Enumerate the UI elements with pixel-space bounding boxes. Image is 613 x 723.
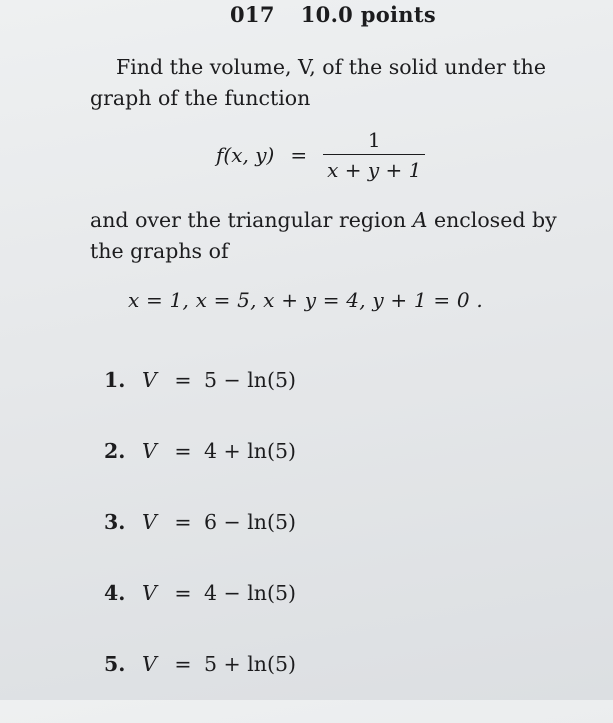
- choice-expression: 5 − ln(5): [204, 368, 297, 392]
- choice-variable: V: [142, 652, 157, 676]
- choice-variable: V: [142, 368, 157, 392]
- choice-number: 5.: [104, 652, 126, 676]
- choice-expression: 6 − ln(5): [204, 510, 297, 534]
- choice-number: 1.: [104, 368, 126, 392]
- answer-choice-4[interactable]: [104, 581, 296, 652]
- formula-equals: =: [290, 143, 308, 167]
- answer-choice-3[interactable]: [104, 510, 296, 581]
- choice-equals: =: [174, 652, 192, 676]
- intro-line-1: Find the volume, V, of the solid under the: [116, 55, 546, 79]
- answer-choice-1[interactable]: [104, 368, 296, 439]
- answer-choice-2[interactable]: [104, 439, 296, 510]
- choice-equals: =: [174, 510, 192, 534]
- formula-fraction: [323, 128, 425, 182]
- question-points: 10.0 points: [300, 2, 436, 27]
- choice-expression: 4 + ln(5): [204, 439, 297, 463]
- choice-number: 3.: [104, 510, 126, 534]
- formula-denominator: x + y + 1: [323, 154, 425, 182]
- answer-choices: [104, 368, 296, 723]
- formula-numerator: 1: [367, 128, 381, 152]
- choice-equals: =: [174, 368, 192, 392]
- boundary-equations: x = 1, x = 5, x + y = 4, y + 1 = 0 .: [128, 288, 483, 312]
- question-header: [230, 2, 436, 27]
- problem-intro: [90, 52, 580, 114]
- choice-variable: V: [142, 581, 157, 605]
- answer-choice-5[interactable]: [104, 652, 296, 723]
- choice-equals: =: [174, 581, 192, 605]
- choice-expression: 4 − ln(5): [204, 581, 297, 605]
- choice-number: 4.: [104, 581, 126, 605]
- choice-number: 2.: [104, 439, 126, 463]
- choice-expression: 5 + ln(5): [204, 652, 297, 676]
- region-description: [90, 205, 580, 267]
- formula-lhs: f(x, y): [216, 143, 275, 167]
- region-var: A: [412, 208, 428, 232]
- region-line-1: [90, 205, 580, 236]
- choice-variable: V: [142, 510, 157, 534]
- region-line-2: the graphs of: [90, 239, 229, 263]
- choice-equals: =: [174, 439, 192, 463]
- question-number: 017: [230, 2, 275, 27]
- region-text-a: and over the triangular region: [90, 208, 413, 232]
- choice-variable: V: [142, 439, 157, 463]
- intro-line-2: graph of the function: [90, 86, 311, 110]
- function-formula: [216, 128, 425, 182]
- region-text-b: enclosed by: [427, 208, 557, 232]
